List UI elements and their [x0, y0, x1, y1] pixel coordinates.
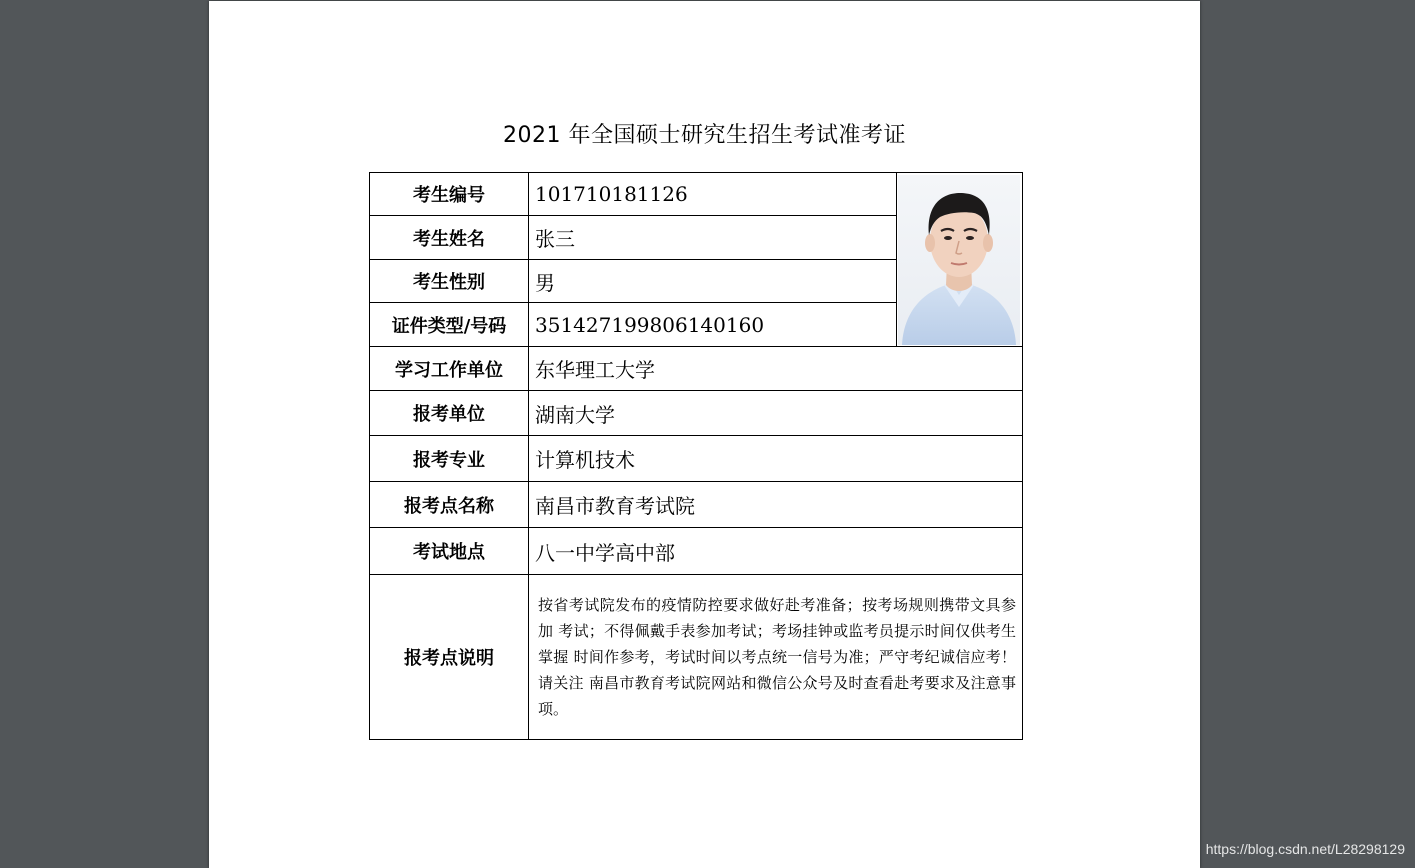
- table-row: [370, 528, 1023, 575]
- document-page: [209, 1, 1200, 868]
- notes-text: 按省考试院发布的疫情防控要求做好赴考准备；按考场规则携带文具参加 考试；不得佩戴手表参加考试；考场挂钟或监考员提示时间仅供考生掌握 时间作参考，考试时间以考点统一信号为准；严守考纪诚信应考！请关注 南昌市教育考试院网站和微信公众号及时查看赴考要求及注意事项。: [529, 575, 1023, 740]
- field-label: 考生性别: [370, 260, 529, 303]
- watermark: https://blog.csdn.net/L28298129: [1205, 841, 1405, 857]
- admission-ticket-table: [369, 172, 1023, 740]
- field-value: 东华理工大学: [529, 347, 1023, 391]
- field-value: 张三: [529, 216, 897, 260]
- field-value: 八一中学高中部: [529, 528, 1023, 575]
- table-row: [370, 173, 1023, 216]
- notes-label: 报考点说明: [370, 575, 529, 740]
- field-label: 报考专业: [370, 436, 529, 482]
- table-row: [370, 575, 1023, 740]
- field-label: 报考点名称: [370, 482, 529, 528]
- field-label: 证件类型/号码: [370, 303, 529, 347]
- table-row: [370, 347, 1023, 391]
- table-row: [370, 482, 1023, 528]
- field-value: 计算机技术: [529, 436, 1023, 482]
- table-row: [370, 391, 1023, 436]
- field-value: 101710181126: [529, 173, 897, 216]
- field-label: 考生姓名: [370, 216, 529, 260]
- field-value: 南昌市教育考试院: [529, 482, 1023, 528]
- field-value: 湖南大学: [529, 391, 1023, 436]
- document-title: 2021 年全国硕士研究生招生考试准考证: [503, 123, 906, 148]
- photo-cell: [897, 173, 1023, 347]
- field-label: 报考单位: [370, 391, 529, 436]
- field-label: 考生编号: [370, 173, 529, 216]
- candidate-photo: [898, 175, 1020, 345]
- field-value: 男: [529, 260, 897, 303]
- field-value: 351427199806140160: [529, 303, 897, 347]
- field-label: 考试地点: [370, 528, 529, 575]
- table-row: [370, 436, 1023, 482]
- field-label: 学习工作单位: [370, 347, 529, 391]
